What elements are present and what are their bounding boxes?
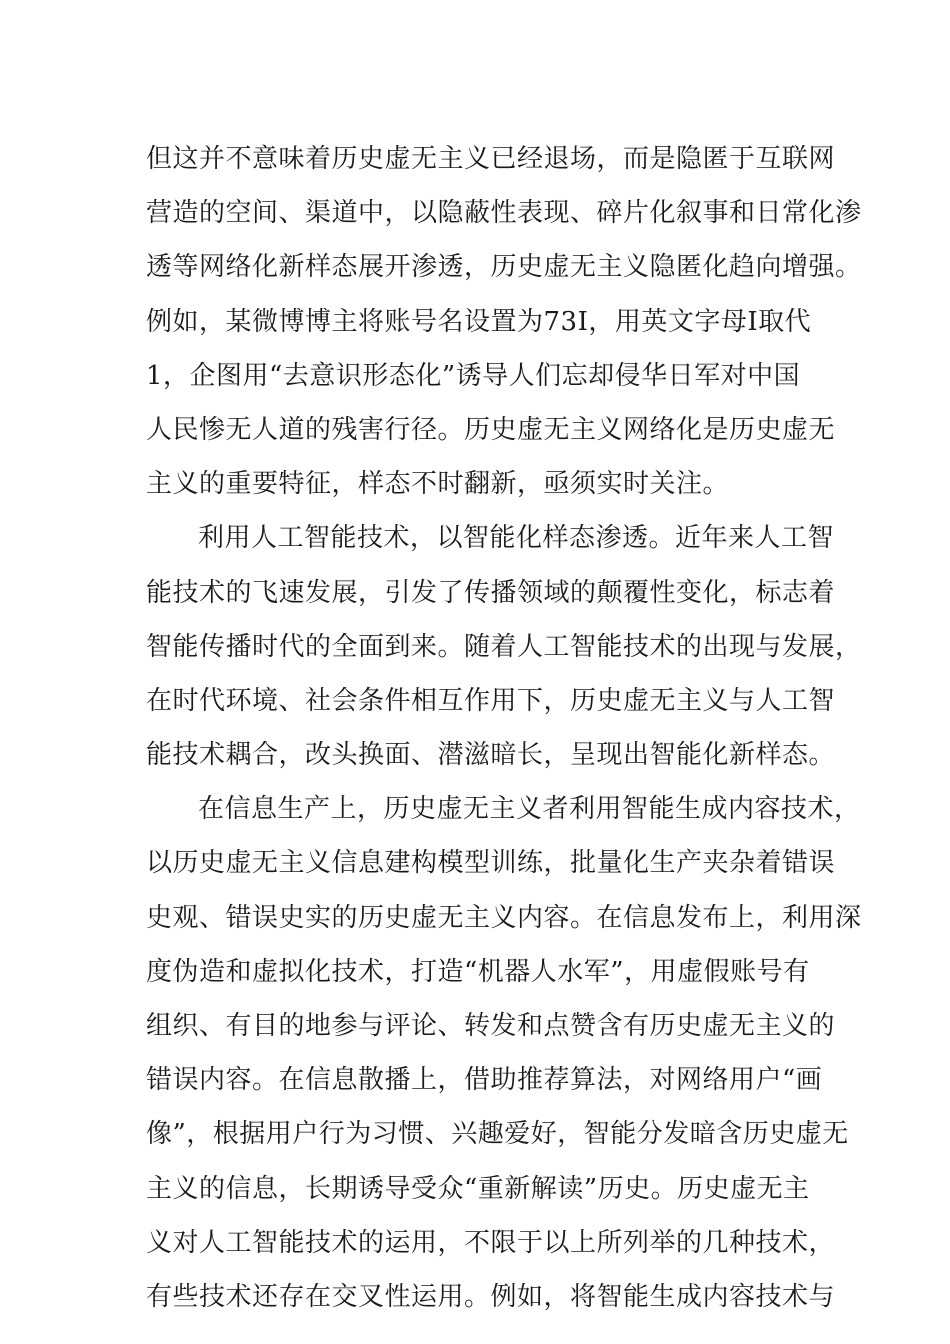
text-line: 义对人工智能技术的运用，不限于以上所列举的几种技术， — [146, 1227, 836, 1258]
text-line: 在时代环境、社会条件相互作用下，历史虚无主义与人工智 — [146, 685, 836, 716]
text-line: 以历史虚无主义信息建构模型训练，批量化生产夹杂着错误 — [146, 848, 836, 879]
text-line: 营造的空间、渠道中，以隐蔽性表现、碎片化叙事和日常化渗 — [146, 198, 862, 229]
text-line: 主义的信息，长期诱导受众“重新解读”历史。历史虚无主 — [146, 1173, 810, 1204]
text-line: 智能传播时代的全面到来。随着人工智能技术的出现与发展， — [146, 631, 862, 662]
text-line: 组织、有目的地参与评论、转发和点赞含有历史虚无主义的 — [146, 1011, 836, 1041]
text-line: 能技术耦合，改头换面、潜滋暗长，呈现出智能化新样态。 — [146, 740, 836, 771]
text-line: 主义的重要特征，样态不时翻新，亟须实时关注。 — [146, 469, 730, 500]
text-line: 例如，某微博博主将账号名设置为73I，用英文字母I取代 — [146, 306, 812, 337]
body-text — [146, 132, 862, 1324]
text-line: 像”，根据用户行为习惯、兴趣爱好，智能分发暗含历史虚无 — [146, 1119, 849, 1150]
text-line: 人民惨无人道的残害行径。历史虚无主义网络化是历史虚无 — [146, 414, 836, 445]
text-line: 史观、错误史实的历史虚无主义内容。在信息发布上，利用深 — [146, 902, 862, 933]
text-line: 能技术的飞速发展，引发了传播领域的颠覆性变化，标志着 — [146, 577, 836, 608]
text-line: 度伪造和虚拟化技术，打造“机器人水军”，用虚假账号有 — [146, 956, 810, 987]
paragraph-first-line: 在信息生产上，历史虚无主义者利用智能生成内容技术， — [198, 794, 861, 825]
text-line: 透等网络化新样态展开渗透，历史虚无主义隐匿化趋向增强。 — [146, 252, 862, 283]
text-line: 有些技术还存在交叉性运用。例如，将智能生成内容技术与 — [146, 1281, 836, 1312]
text-line: 1，企图用“去意识形态化”诱导人们忘却侵华日军对中国 — [146, 360, 801, 391]
text-line: 错误内容。在信息散播上，借助推荐算法，对网络用户“画 — [146, 1065, 823, 1096]
text-line: 但这并不意味着历史虚无主义已经退场，而是隐匿于互联网 — [146, 144, 836, 174]
paragraph-first-line: 利用人工智能技术，以智能化样态渗透。近年来人工智 — [198, 523, 835, 554]
